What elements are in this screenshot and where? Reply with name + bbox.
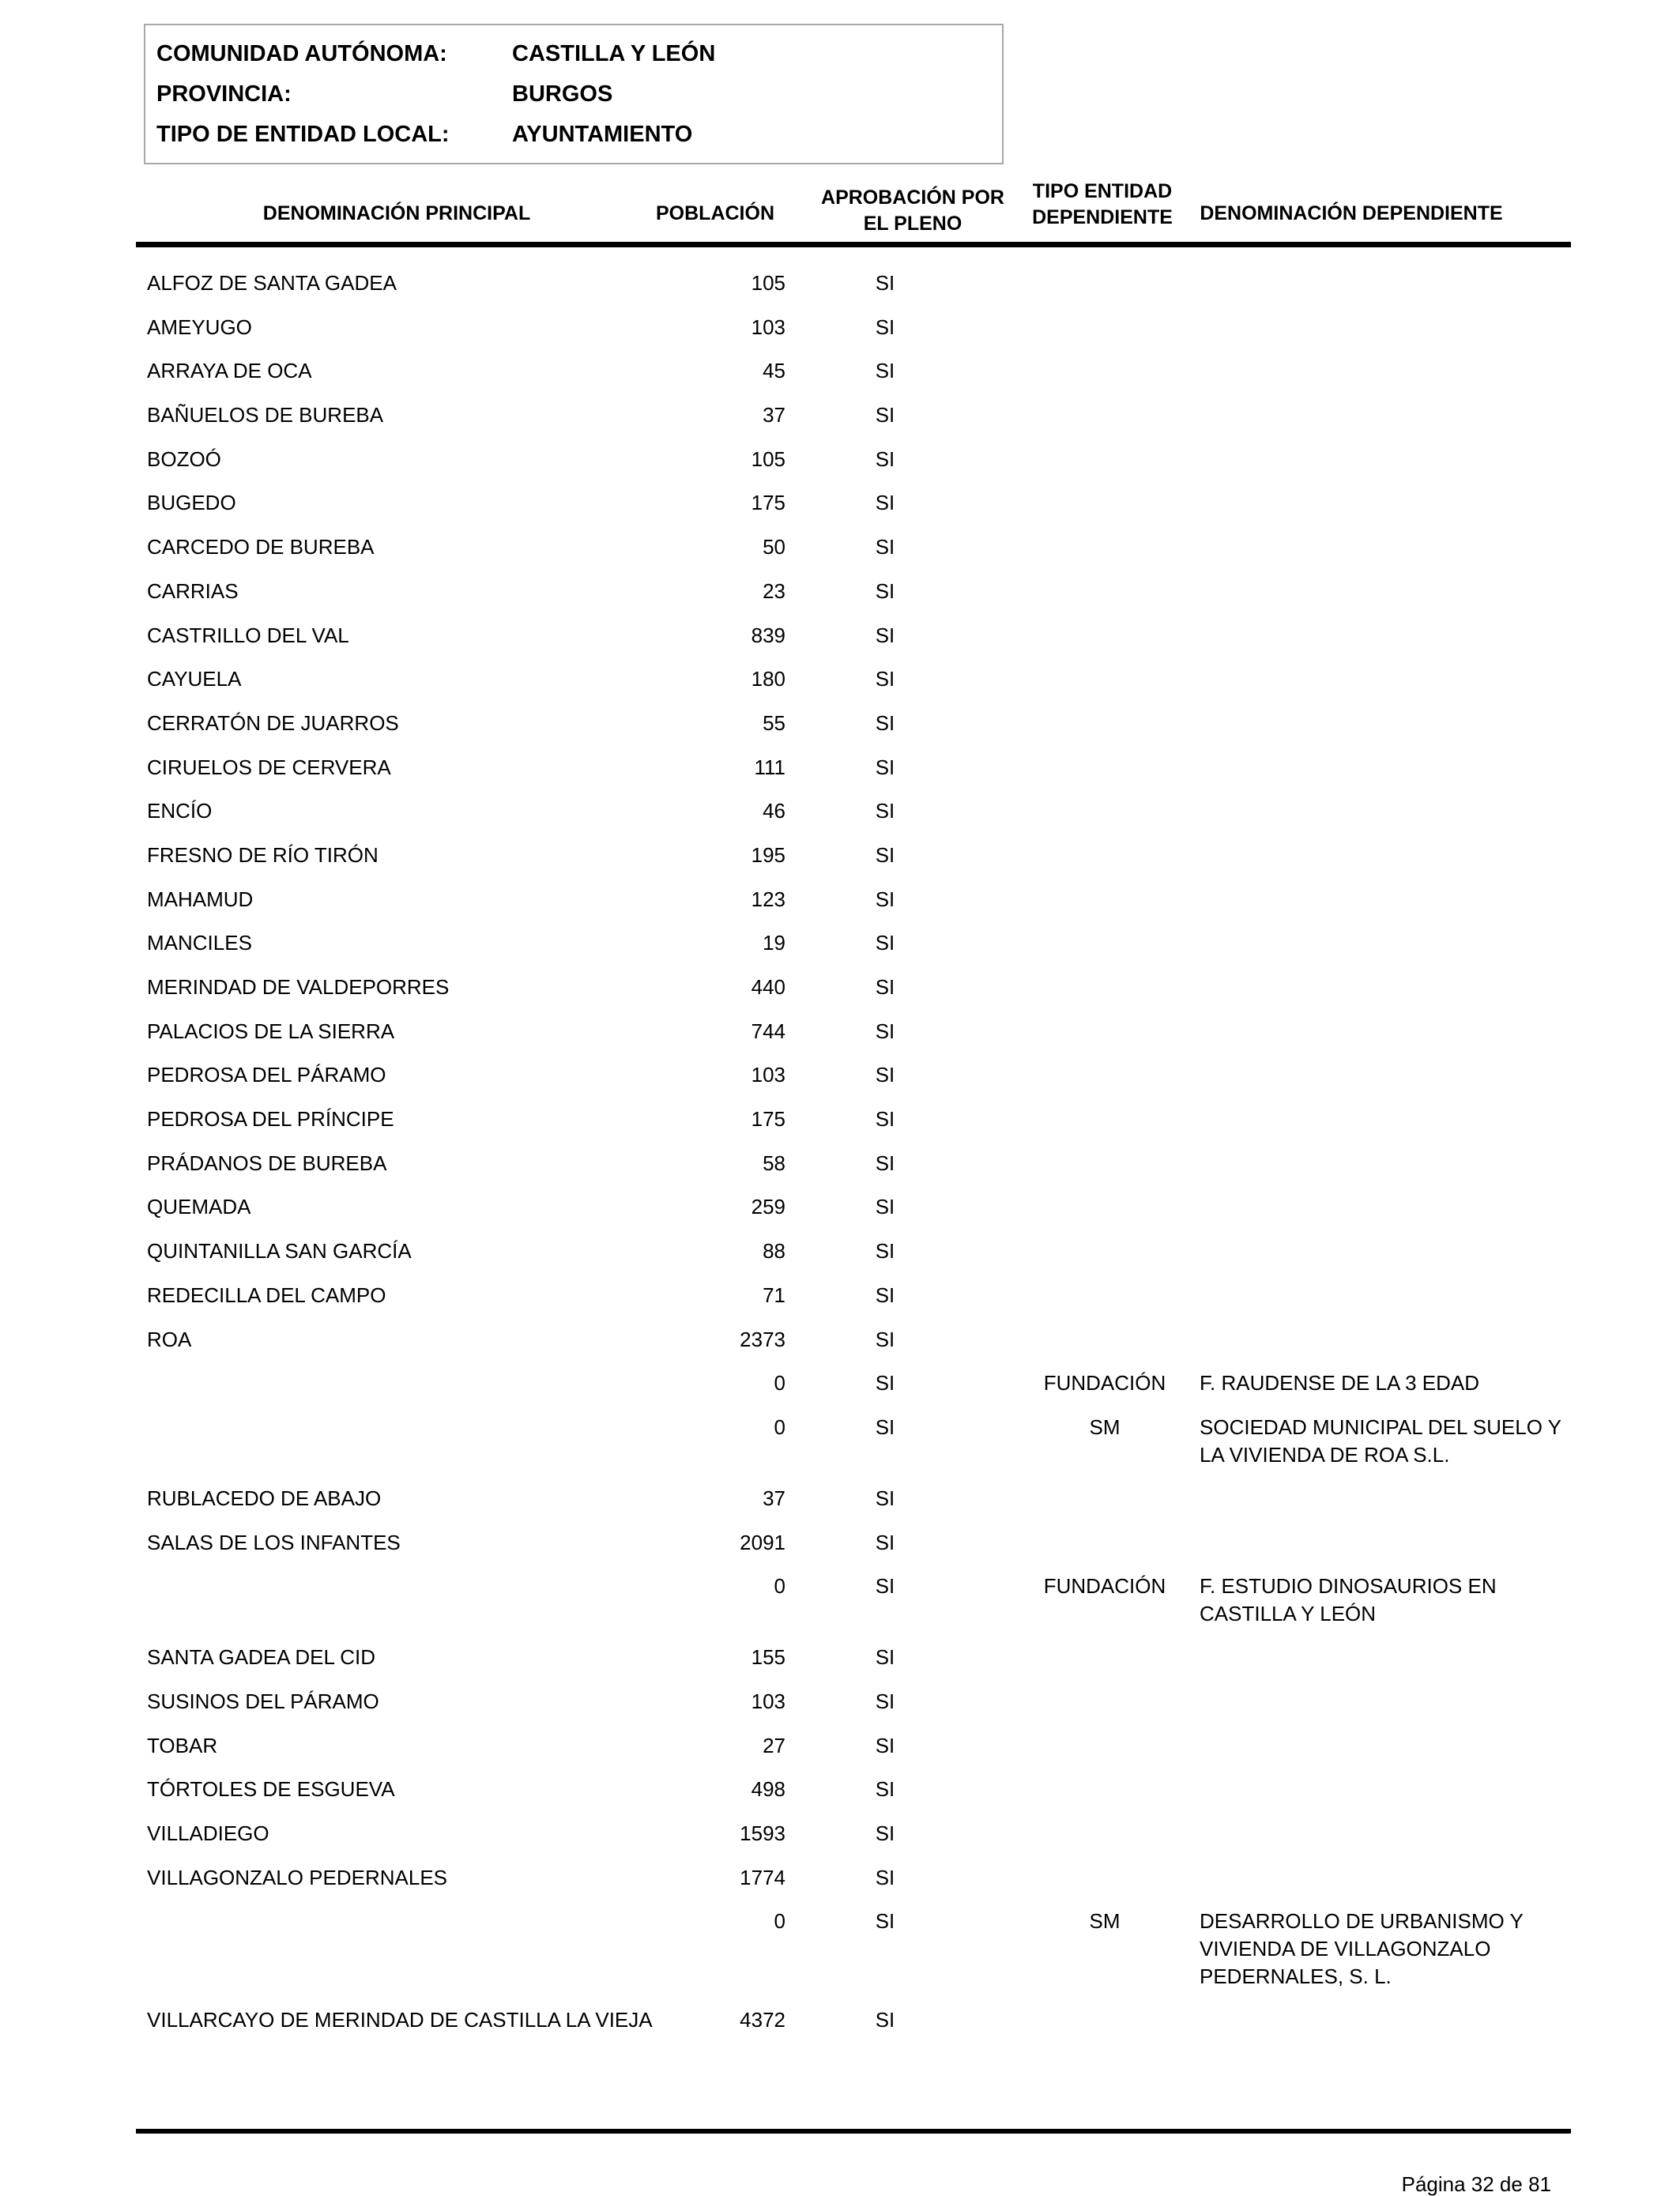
cell-aprobacion: SI	[875, 1530, 895, 1554]
cell-poblacion: 103	[751, 1063, 785, 1087]
cell-denominacion-principal: CAYUELA	[147, 667, 242, 691]
cell-denominacion-principal: SANTA GADEA DEL CID	[147, 1645, 375, 1670]
cell-poblacion: 0	[774, 1414, 785, 1439]
cell-aprobacion: SI	[875, 667, 895, 691]
dependiente-line: CASTILLA Y LEÓN	[1200, 1602, 1377, 1626]
cell-denominacion-principal: QUINTANILLA SAN GARCÍA	[147, 1239, 412, 1264]
cell-poblacion: 50	[763, 535, 785, 559]
table-row	[0, 269, 1680, 314]
dependiente-line: SOCIEDAD MUNICIPAL DEL SUELO Y	[1200, 1414, 1562, 1439]
cell-aprobacion: SI	[875, 755, 895, 779]
comunidad-label: COMUNIDAD AUTÓNOMA:	[156, 41, 447, 66]
table-row	[0, 622, 1680, 666]
cell-poblacion: 498	[751, 1777, 785, 1802]
table-row	[0, 886, 1680, 930]
cell-poblacion: 2373	[740, 1327, 785, 1351]
cell-poblacion: 195	[751, 842, 785, 867]
cell-tipo-entidad: FUNDACIÓN	[1043, 1574, 1166, 1599]
cell-poblacion: 180	[751, 667, 785, 691]
cell-aprobacion: SI	[875, 1909, 895, 1934]
cell-aprobacion: SI	[875, 931, 895, 955]
table-row	[0, 1237, 1680, 1282]
column-header-denominacion-dependiente: DENOMINACIÓN DEPENDIENTE	[1200, 202, 1503, 224]
cell-denominacion-principal: CASTRILLO DEL VAL	[147, 623, 349, 647]
cell-denominacion-principal: PRÁDANOS DE BUREBA	[147, 1151, 387, 1175]
table-row	[0, 1776, 1680, 1820]
table-row	[0, 1414, 1680, 1485]
cell-aprobacion: SI	[875, 491, 895, 515]
dependiente-line: PEDERNALES, S. L.	[1200, 1964, 1392, 1989]
cell-poblacion: 175	[751, 1107, 785, 1132]
cell-poblacion: 123	[751, 887, 785, 911]
table-row	[0, 489, 1680, 533]
cell-poblacion: 46	[763, 799, 785, 823]
cell-aprobacion: SI	[875, 1239, 895, 1264]
cell-denominacion-principal: BUGEDO	[147, 491, 236, 515]
cell-poblacion: 23	[763, 578, 785, 603]
table-row	[0, 1908, 1680, 2006]
cell-denominacion-principal: AMEYUGO	[147, 315, 252, 339]
table-row	[0, 1018, 1680, 1062]
cell-aprobacion: SI	[875, 1151, 895, 1175]
table-row	[0, 1820, 1680, 1864]
table-row	[0, 1193, 1680, 1237]
cell-aprobacion: SI	[875, 1865, 895, 1889]
cell-poblacion: 37	[763, 403, 785, 428]
table-row	[0, 2006, 1680, 2051]
dependiente-line: VIVIENDA DE VILLAGONZALO	[1200, 1937, 1491, 1961]
dependiente-line: F. RAUDENSE DE LA 3 EDAD	[1200, 1371, 1479, 1396]
cell-aprobacion: SI	[875, 1777, 895, 1802]
column-header-denominacion-principal: DENOMINACIÓN PRINCIPAL	[262, 202, 531, 224]
cell-denominacion-principal: VILLADIEGO	[147, 1821, 269, 1845]
table-row	[0, 1644, 1680, 1688]
cell-poblacion: 259	[751, 1195, 785, 1219]
cell-denominacion-principal: REDECILLA DEL CAMPO	[147, 1283, 386, 1307]
cell-aprobacion: SI	[875, 1019, 895, 1043]
cell-poblacion: 88	[763, 1239, 785, 1264]
cell-poblacion: 105	[751, 446, 785, 471]
header-rule	[136, 242, 1571, 247]
cell-aprobacion: SI	[875, 1733, 895, 1757]
table-row	[0, 1573, 1680, 1644]
cell-poblacion: 1774	[740, 1865, 785, 1889]
cell-denominacion-principal: MERINDAD DE VALDEPORRES	[147, 975, 450, 999]
cell-denominacion-principal: ROA	[147, 1327, 192, 1351]
column-header-poblacion: POBLACIÓN	[656, 202, 774, 224]
cell-poblacion: 0	[774, 1371, 785, 1396]
cell-aprobacion: SI	[875, 2007, 895, 2032]
table-row	[0, 1326, 1680, 1370]
table-row	[0, 797, 1680, 842]
cell-poblacion: 4372	[740, 2007, 785, 2032]
cell-aprobacion: SI	[875, 1414, 895, 1439]
cell-denominacion-principal: ENCÍO	[147, 799, 213, 823]
cell-denominacion-principal: PEDROSA DEL PRÍNCIPE	[147, 1107, 394, 1132]
cell-aprobacion: SI	[875, 799, 895, 823]
cell-aprobacion: SI	[875, 1645, 895, 1670]
cell-poblacion: 1593	[740, 1821, 785, 1845]
cell-poblacion: 105	[751, 271, 785, 295]
cell-denominacion-dependiente	[1200, 1908, 1571, 1991]
cell-aprobacion: SI	[875, 710, 895, 735]
column-header-tipo-entidad	[1008, 179, 1197, 231]
cell-aprobacion: SI	[875, 315, 895, 339]
cell-denominacion-principal: TÓRTOLES DE ESGUEVA	[147, 1777, 395, 1802]
provincia-label: PROVINCIA:	[156, 81, 292, 107]
column-header-tipo-line1: TIPO ENTIDAD	[1032, 180, 1173, 202]
table-row	[0, 1061, 1680, 1106]
comunidad-value: CASTILLA Y LEÓN	[512, 41, 716, 66]
provincia-value: BURGOS	[512, 81, 613, 107]
cell-aprobacion: SI	[875, 1689, 895, 1713]
dependiente-line: F. ESTUDIO DINOSAURIOS EN	[1200, 1574, 1497, 1599]
cell-poblacion: 2091	[740, 1530, 785, 1554]
cell-aprobacion: SI	[875, 446, 895, 471]
cell-poblacion: 71	[763, 1283, 785, 1307]
cell-denominacion-principal: CERRATÓN DE JUARROS	[147, 710, 399, 735]
table-row	[0, 974, 1680, 1018]
cell-denominacion-principal: TOBAR	[147, 1733, 218, 1757]
cell-aprobacion: SI	[875, 1486, 895, 1510]
table-row	[0, 929, 1680, 974]
table-body	[0, 269, 1680, 2050]
cell-aprobacion: SI	[875, 623, 895, 647]
table-row	[0, 446, 1680, 490]
cell-denominacion-principal: CARCEDO DE BUREBA	[147, 535, 375, 559]
cell-poblacion: 55	[763, 710, 785, 735]
cell-denominacion-principal: RUBLACEDO DE ABAJO	[147, 1486, 382, 1510]
cell-denominacion-principal: QUEMADA	[147, 1195, 251, 1219]
cell-poblacion: 19	[763, 931, 785, 955]
cell-denominacion-principal: VILLARCAYO DE MERINDAD DE CASTILLA LA VIEJA	[147, 2007, 653, 2032]
cell-aprobacion: SI	[875, 578, 895, 603]
cell-aprobacion: SI	[875, 1107, 895, 1132]
table-row	[0, 1282, 1680, 1326]
table-row	[0, 842, 1680, 886]
cell-aprobacion: SI	[875, 887, 895, 911]
cell-denominacion-principal: SUSINOS DEL PÁRAMO	[147, 1689, 379, 1713]
table-row	[0, 710, 1680, 754]
cell-aprobacion: SI	[875, 535, 895, 559]
cell-poblacion: 27	[763, 1733, 785, 1757]
cell-aprobacion: SI	[875, 1371, 895, 1396]
table-row	[0, 533, 1680, 578]
dependiente-line: LA VIVIENDA DE ROA S.L.	[1200, 1442, 1450, 1467]
cell-poblacion: 839	[751, 623, 785, 647]
cell-denominacion-principal: ARRAYA DE OCA	[147, 359, 312, 383]
cell-denominacion-dependiente	[1200, 1369, 1571, 1397]
cell-denominacion-principal: CIRUELOS DE CERVERA	[147, 755, 391, 779]
cell-denominacion-principal: PALACIOS DE LA SIERRA	[147, 1019, 395, 1043]
cell-aprobacion: SI	[875, 975, 895, 999]
table-row	[0, 314, 1680, 358]
cell-poblacion: 45	[763, 359, 785, 383]
table-row	[0, 1369, 1680, 1414]
column-header-tipo-line2: DEPENDIENTE	[1032, 206, 1173, 228]
table-row	[0, 1150, 1680, 1194]
cell-aprobacion: SI	[875, 1327, 895, 1351]
table-row	[0, 1732, 1680, 1776]
table-row	[0, 754, 1680, 798]
cell-poblacion: 103	[751, 315, 785, 339]
cell-tipo-entidad: FUNDACIÓN	[1043, 1371, 1166, 1396]
dependiente-line: DESARROLLO DE URBANISMO Y	[1200, 1909, 1524, 1934]
table-row	[0, 357, 1680, 401]
cell-aprobacion: SI	[875, 1283, 895, 1307]
cell-poblacion: 37	[763, 1486, 785, 1510]
cell-aprobacion: SI	[875, 1821, 895, 1845]
tipo-entidad-label: TIPO DE ENTIDAD LOCAL:	[156, 122, 450, 147]
cell-tipo-entidad: SM	[1089, 1414, 1121, 1439]
cell-aprobacion: SI	[875, 403, 895, 428]
cell-poblacion: 155	[751, 1645, 785, 1670]
cell-aprobacion: SI	[875, 359, 895, 383]
table-row	[0, 1864, 1680, 1908]
cell-denominacion-principal: MANCILES	[147, 931, 252, 955]
table-row	[0, 1106, 1680, 1150]
cell-poblacion: 103	[751, 1689, 785, 1713]
cell-poblacion: 58	[763, 1151, 785, 1175]
cell-denominacion-dependiente	[1200, 1573, 1571, 1628]
footer-rule	[136, 2129, 1571, 2134]
column-header-aprobacion	[814, 185, 1011, 237]
cell-poblacion: 744	[751, 1019, 785, 1043]
column-header-aprobacion-line1: APROBACIÓN POR	[821, 186, 1004, 209]
cell-aprobacion: SI	[875, 1574, 895, 1599]
cell-denominacion-principal: VILLAGONZALO PEDERNALES	[147, 1865, 448, 1889]
column-header-aprobacion-line2: EL PLENO	[863, 213, 962, 235]
cell-poblacion: 175	[751, 491, 785, 515]
table-row	[0, 665, 1680, 710]
cell-poblacion: 111	[754, 755, 785, 779]
page-number: Página 32 de 81	[1401, 2172, 1551, 2196]
header-info-box	[144, 24, 1004, 164]
cell-denominacion-principal: BOZOÓ	[147, 446, 221, 471]
cell-denominacion-principal: SALAS DE LOS INFANTES	[147, 1530, 401, 1554]
cell-poblacion: 0	[774, 1909, 785, 1934]
cell-aprobacion: SI	[875, 842, 895, 867]
cell-denominacion-principal: ALFOZ DE SANTA GADEA	[147, 271, 397, 295]
table-row	[0, 401, 1680, 446]
table-row	[0, 1485, 1680, 1529]
cell-poblacion: 0	[774, 1574, 785, 1599]
cell-tipo-entidad: SM	[1089, 1909, 1121, 1934]
cell-denominacion-principal: FRESNO DE RÍO TIRÓN	[147, 842, 379, 867]
cell-poblacion: 440	[751, 975, 785, 999]
cell-aprobacion: SI	[875, 1063, 895, 1087]
table-row	[0, 578, 1680, 622]
cell-denominacion-principal: PEDROSA DEL PÁRAMO	[147, 1063, 386, 1087]
cell-denominacion-principal: CARRIAS	[147, 578, 239, 603]
tipo-entidad-value: AYUNTAMIENTO	[512, 122, 693, 147]
cell-denominacion-dependiente	[1200, 1414, 1571, 1469]
table-row	[0, 1529, 1680, 1573]
cell-aprobacion: SI	[875, 1195, 895, 1219]
table-row	[0, 1688, 1680, 1732]
cell-denominacion-principal: MAHAMUD	[147, 887, 254, 911]
cell-aprobacion: SI	[875, 271, 895, 295]
cell-denominacion-principal: BAÑUELOS DE BUREBA	[147, 403, 384, 428]
